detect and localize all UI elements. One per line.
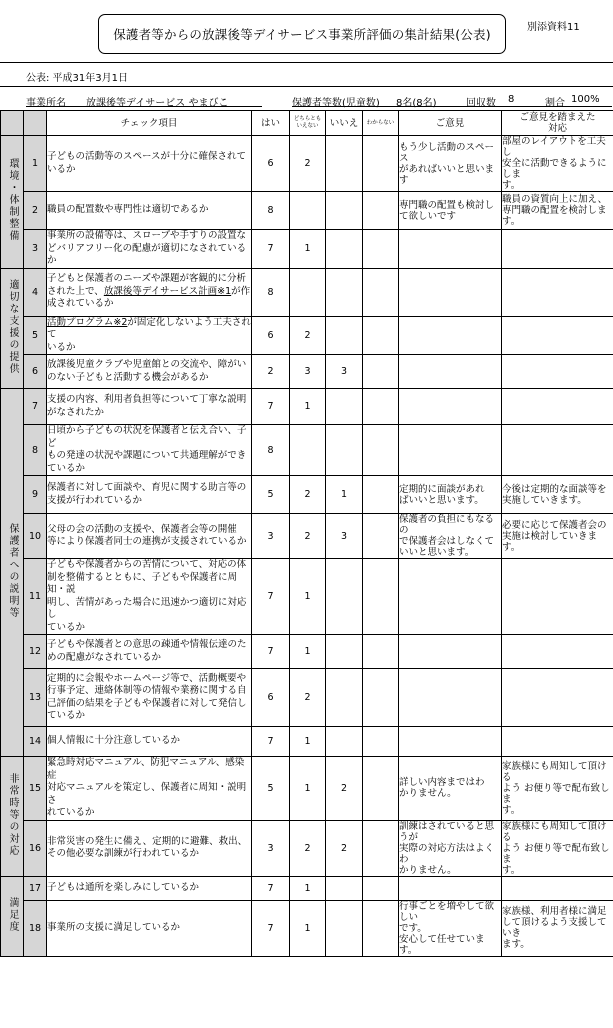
opinion-cell	[399, 876, 502, 900]
count-neither: 1	[290, 727, 326, 757]
header-yes: はい	[252, 111, 290, 136]
page-title: 保護者等からの放課後等デイサービス事業所評価の集計結果(公表)	[98, 14, 506, 54]
opinion-text: もう少し活動のスペース	[399, 141, 495, 164]
check-item-text: 己評価の結果を子どもや保護者に対して発信し	[47, 697, 247, 709]
check-item-text: 子どもの活動等のスペースが十分に確保されて	[47, 151, 247, 162]
response-text: 実施は検討していきます。	[502, 530, 598, 553]
count-no: 3	[326, 355, 363, 389]
count-no	[326, 136, 363, 192]
check-item-text: 個人情報に十分注意しているか	[47, 735, 181, 747]
check-item-text: 定期的に会報やホームページ等で、活動概要や	[47, 672, 247, 684]
count-no: 3	[326, 514, 363, 559]
table-row	[1, 757, 613, 821]
response-text: す。	[502, 804, 521, 816]
count-no	[326, 727, 363, 757]
opinion-cell	[399, 316, 502, 355]
table-row	[1, 514, 613, 559]
response-cell	[502, 389, 613, 425]
table-row	[1, 136, 613, 192]
count-neither: 1	[290, 876, 326, 900]
count-no	[326, 425, 363, 476]
count-unknown	[363, 136, 399, 192]
check-item	[47, 425, 252, 476]
count-neither: 1	[290, 900, 326, 956]
item-number: 10	[24, 514, 47, 559]
opinion-text: かりません。	[399, 864, 457, 876]
check-item-text: 子どもは通所を楽しみにしているか	[47, 881, 200, 893]
count-unknown	[363, 425, 399, 476]
count-neither: 2	[290, 514, 326, 559]
response-cell	[502, 230, 613, 269]
table-row	[1, 425, 613, 476]
response-text: す。	[502, 216, 521, 227]
response-cell	[502, 355, 613, 389]
check-item	[47, 192, 252, 230]
item-number: 3	[24, 230, 47, 269]
check-item-text: 活動プログラム※2	[47, 316, 128, 328]
item-number: 15	[24, 757, 47, 821]
opinion-cell	[399, 136, 502, 192]
check-item-text: もの発達の状況や課題について共通理解ができ	[47, 450, 247, 461]
check-item-text: 子どもや保護者との意思の疎通や情報伝達のた	[47, 639, 247, 650]
check-item-text: 事業所の支援に満足しているか	[47, 921, 181, 933]
check-item-text: 行事予定、連絡体制等の情報や業務に関する自	[47, 685, 247, 696]
opinion-text: かりません。	[399, 788, 457, 800]
response-text: 専門職の配置を検討しま	[502, 205, 607, 216]
opinion-cell	[399, 727, 502, 757]
check-item-text: 子どもや保護者からの苦情について、対応の体	[47, 559, 247, 570]
count-neither: 1	[290, 389, 326, 425]
response-cell	[502, 820, 613, 876]
count-neither: 2	[290, 476, 326, 514]
name-underline	[26, 106, 262, 107]
header-no: いいえ	[326, 111, 363, 136]
count-yes: 7	[252, 559, 290, 635]
count-unknown	[363, 635, 399, 669]
check-item-text: 非常災害の発生に備え、定期的に避難、救出、	[47, 835, 248, 847]
count-no	[326, 900, 363, 956]
guardians-value: 8名(8名)	[396, 98, 437, 109]
count-unknown	[363, 727, 399, 757]
check-item	[47, 136, 252, 192]
count-yes: 7	[252, 230, 290, 269]
item-number: 13	[24, 669, 47, 727]
divider	[0, 86, 613, 87]
check-item-text: いるか	[47, 163, 76, 175]
check-item-text: 放課後等デイサービス計画※1	[103, 285, 232, 297]
count-no	[326, 635, 363, 669]
evaluation-table	[0, 110, 613, 957]
count-yes: 3	[252, 514, 290, 559]
count-neither: 2	[290, 136, 326, 192]
check-item-text: 事業所の設備等は、スロープや手すりの設置な	[47, 230, 247, 241]
check-item	[47, 389, 252, 425]
response-text: して頂けるよう支援していき	[502, 917, 607, 939]
count-no	[326, 669, 363, 727]
check-item	[47, 727, 252, 757]
opinion-cell	[399, 425, 502, 476]
count-no: 1	[326, 476, 363, 514]
count-no	[326, 268, 363, 316]
count-no	[326, 876, 363, 900]
table-row	[1, 727, 613, 757]
response-cell	[502, 559, 613, 635]
count-no	[326, 192, 363, 230]
count-no	[326, 230, 363, 269]
item-number: 12	[24, 635, 47, 669]
response-cell	[502, 316, 613, 355]
response-cell	[502, 669, 613, 727]
item-number: 7	[24, 389, 47, 425]
group-label-cell	[1, 268, 24, 389]
count-yes: 7	[252, 900, 290, 956]
response-text: 必要に応じて保護者会の	[502, 519, 607, 531]
check-item-text: ているか	[47, 621, 86, 633]
table-row	[1, 230, 613, 269]
response-cell	[502, 192, 613, 230]
opinion-text: があればいいと思います	[399, 163, 495, 186]
check-item	[47, 900, 252, 956]
opinion-cell	[399, 192, 502, 230]
collected-value: 8	[508, 94, 515, 105]
item-number: 9	[24, 476, 47, 514]
count-no	[326, 316, 363, 355]
item-number: 17	[24, 876, 47, 900]
group-label: 保護者への説明等	[7, 523, 18, 619]
opinion-cell	[399, 559, 502, 635]
header-group-cell	[1, 111, 24, 136]
check-item	[47, 268, 252, 316]
check-item-text: のない子どもと活動する機会があるか	[47, 371, 209, 383]
response-cell	[502, 425, 613, 476]
count-yes: 6	[252, 136, 290, 192]
opinion-text: いいと思います。	[399, 547, 475, 558]
opinion-cell	[399, 900, 502, 956]
opinion-cell	[399, 669, 502, 727]
count-unknown	[363, 514, 399, 559]
count-neither: 1	[290, 757, 326, 821]
group-label: 環境・体制整備	[7, 158, 18, 243]
header-neither-line2: いえない	[296, 123, 319, 129]
group-label-cell	[1, 389, 24, 757]
check-item-text: が作	[231, 285, 251, 297]
count-unknown	[363, 669, 399, 727]
opinion-text: 安心して任せています。	[399, 933, 485, 956]
opinion-cell	[399, 820, 502, 876]
response-cell	[502, 876, 613, 900]
count-unknown	[363, 820, 399, 876]
response-text: 今後は定期的な面談等を	[502, 483, 607, 495]
count-yes: 5	[252, 476, 290, 514]
count-yes: 7	[252, 876, 290, 900]
count-neither: 2	[290, 316, 326, 355]
check-item	[47, 230, 252, 269]
check-item	[47, 559, 252, 635]
count-no: 2	[326, 820, 363, 876]
response-text: 安全に活動できるようにしま	[502, 158, 607, 180]
check-item	[47, 669, 252, 727]
check-item-text: いるか	[47, 341, 76, 353]
count-yes: 5	[252, 757, 290, 821]
document-reference: 別添資料11	[527, 22, 580, 33]
opinion-cell	[399, 389, 502, 425]
count-unknown	[363, 230, 399, 269]
item-number: 14	[24, 727, 47, 757]
table-row	[1, 876, 613, 900]
check-item-text: 支援が行われているか	[47, 494, 143, 506]
header-number-cell	[24, 111, 47, 136]
check-item-text: どバリアフリー化の配慮が適切になされているか	[47, 242, 247, 266]
response-text: す。	[502, 180, 521, 191]
check-item-text: 明し、苦情があった場合に迅速かつ適切に対応し	[47, 596, 247, 620]
opinion-text: です。	[399, 922, 427, 934]
check-item	[47, 635, 252, 669]
check-item-text: 放課後児童クラブや児童館との交流や、障がい	[47, 359, 247, 370]
count-unknown	[363, 389, 399, 425]
opinion-cell	[399, 635, 502, 669]
opinion-text: 専門職の配置も検討し	[399, 199, 495, 211]
count-unknown	[363, 900, 399, 956]
check-item-text: 緊急時対応マニュアル、防犯マニュアル、感染症	[47, 757, 245, 781]
item-number: 1	[24, 136, 47, 192]
item-number: 4	[24, 268, 47, 316]
response-cell	[502, 635, 613, 669]
check-item-text: めの配慮がなされているか	[47, 651, 162, 663]
header-response-line1: ご意見を踏まえた	[519, 112, 596, 123]
opinion-text: 実際の対応方法はよくわ	[399, 842, 495, 865]
check-item-text: された上で、	[47, 285, 104, 297]
divider	[0, 62, 613, 63]
count-yes: 3	[252, 820, 290, 876]
count-no	[326, 559, 363, 635]
count-neither: 3	[290, 355, 326, 389]
item-number: 18	[24, 900, 47, 956]
group-label: 非常時等の対応	[7, 772, 18, 857]
ratio-value: 100%	[571, 94, 600, 105]
check-item-text: が固定化しないよう工夫されて	[47, 316, 251, 340]
count-neither	[290, 425, 326, 476]
opinion-text: 訓練はされていると思うが	[399, 820, 495, 843]
check-item-text: 日頃から子どもの状況を保護者と伝え合い、子ど	[47, 425, 247, 449]
response-cell	[502, 900, 613, 956]
item-number: 2	[24, 192, 47, 230]
header-response	[502, 111, 613, 136]
header-neither-line1: どちらとも	[293, 116, 322, 122]
group-label: 適切な支援の提供	[7, 278, 18, 375]
count-unknown	[363, 559, 399, 635]
count-neither: 1	[290, 635, 326, 669]
count-yes: 7	[252, 389, 290, 425]
count-yes: 8	[252, 425, 290, 476]
opinion-text: 行事ごとを増やして欲しい	[399, 900, 495, 923]
check-item-text: 対応マニュアルを策定し、保護者に周知・説明さ	[47, 782, 247, 806]
count-yes: 8	[252, 192, 290, 230]
guardians-label: 保護者等数(児童数)	[292, 98, 380, 109]
header-neither	[290, 111, 326, 136]
table-row	[1, 476, 613, 514]
opinion-cell	[399, 230, 502, 269]
count-neither: 2	[290, 820, 326, 876]
count-unknown	[363, 268, 399, 316]
response-text: 家族様にも周知して頂ける	[502, 760, 607, 783]
table-row	[1, 268, 613, 316]
table-row	[1, 192, 613, 230]
check-item-text: その他必要な訓練が行われているか	[47, 848, 200, 859]
count-unknown	[363, 316, 399, 355]
opinion-cell	[399, 514, 502, 559]
opinion-text: て欲しいです	[399, 210, 457, 222]
check-item-text: 成されているか	[47, 298, 114, 310]
item-number: 8	[24, 425, 47, 476]
opinion-text: 詳しい内容まではわ	[399, 777, 485, 789]
check-item-text: 等により保護者同士の連携が支援されているか	[47, 536, 247, 547]
count-yes: 6	[252, 669, 290, 727]
table-row	[1, 669, 613, 727]
response-cell	[502, 727, 613, 757]
count-neither: 1	[290, 559, 326, 635]
table-row	[1, 900, 613, 956]
group-label-cell	[1, 757, 24, 877]
table-row	[1, 355, 613, 389]
response-text: す。	[502, 864, 521, 876]
check-item-text: 制を整備するとともに、子どもや保護者に周知・説	[47, 571, 238, 595]
response-text: 部屋のレイアウトを工夫し	[502, 136, 606, 158]
count-yes: 7	[252, 727, 290, 757]
group-label-cell	[1, 876, 24, 956]
count-no: 2	[326, 757, 363, 821]
opinion-text: で保護者会はしなくて	[399, 536, 495, 547]
item-number: 16	[24, 820, 47, 876]
item-number: 11	[24, 559, 47, 635]
check-item-text: 職員の配置数や専門性は適切であるか	[47, 204, 209, 216]
check-item-text: 支援の内容、利用者負担等について丁寧な説明	[47, 394, 247, 405]
group-label: 満足度	[7, 896, 18, 933]
facility-name-label: 事業所名	[26, 98, 66, 109]
header-item: チェック項目	[47, 111, 252, 136]
count-yes: 2	[252, 355, 290, 389]
check-item-text: がなされたか	[47, 406, 105, 418]
info-underline	[292, 106, 612, 107]
collected-label: 回収数	[466, 98, 496, 109]
opinion-cell	[399, 268, 502, 316]
count-unknown	[363, 355, 399, 389]
count-neither: 2	[290, 669, 326, 727]
count-neither: 1	[290, 230, 326, 269]
opinion-text: 定期的に面談があれ	[399, 483, 485, 495]
count-unknown	[363, 757, 399, 821]
check-item-text: 子どもと保護者のニーズや課題が客観的に分析	[47, 273, 247, 285]
check-item-text: れているか	[47, 807, 95, 818]
table-header-row	[1, 111, 613, 136]
count-yes: 6	[252, 316, 290, 355]
header-opinion: ご意見	[399, 111, 502, 136]
count-yes: 8	[252, 268, 290, 316]
response-text: 職員の資質向上に加え、	[502, 194, 608, 205]
response-cell	[502, 476, 613, 514]
count-neither	[290, 268, 326, 316]
check-item	[47, 820, 252, 876]
response-text: よう お便り等で配布致しま	[502, 782, 610, 805]
opinion-cell	[399, 757, 502, 821]
count-no	[326, 389, 363, 425]
check-item-text: 父母の会の活動の支援や、保護者会等の開催	[47, 523, 237, 535]
header-unknown: わからない	[363, 111, 399, 136]
count-unknown	[363, 876, 399, 900]
response-text: よう お便り等で配布致しま	[502, 842, 610, 865]
header-response-line2: 対応	[547, 123, 567, 134]
table-row	[1, 820, 613, 876]
group-label-cell	[1, 136, 24, 269]
check-item	[47, 876, 252, 900]
response-text: ます。	[502, 939, 530, 950]
table-row	[1, 559, 613, 635]
check-item-text: 保護者に対して面談や、育児に関する助言等の	[47, 482, 247, 493]
count-yes: 7	[252, 635, 290, 669]
count-unknown	[363, 476, 399, 514]
ratio-label: 割合	[545, 98, 565, 109]
response-text: 実施していきます。	[502, 494, 587, 506]
response-cell	[502, 268, 613, 316]
table-row	[1, 635, 613, 669]
opinion-cell	[399, 355, 502, 389]
check-item	[47, 514, 252, 559]
table-row	[1, 389, 613, 425]
facility-name-value: 放課後等デイサービス やまびこ	[86, 98, 229, 109]
check-item	[47, 355, 252, 389]
item-number: 5	[24, 316, 47, 355]
response-text: 家族様にも周知して頂ける	[502, 820, 607, 843]
publication-date: 公表: 平成31年3月1日	[26, 73, 128, 84]
check-item-text: ているか	[47, 462, 86, 474]
opinion-text: ばいいと思います。	[399, 494, 484, 506]
check-item	[47, 316, 252, 355]
response-cell	[502, 757, 613, 821]
item-number: 6	[24, 355, 47, 389]
check-item	[47, 476, 252, 514]
check-item	[47, 757, 252, 821]
response-text: 家族様、利用者様に満足	[502, 906, 607, 917]
opinion-cell	[399, 476, 502, 514]
check-item-text: ているか	[47, 710, 86, 721]
count-neither	[290, 192, 326, 230]
response-cell	[502, 136, 613, 192]
table-row	[1, 316, 613, 355]
count-unknown	[363, 192, 399, 230]
opinion-text: 保護者の負担にもなるの	[399, 514, 495, 536]
response-cell	[502, 514, 613, 559]
